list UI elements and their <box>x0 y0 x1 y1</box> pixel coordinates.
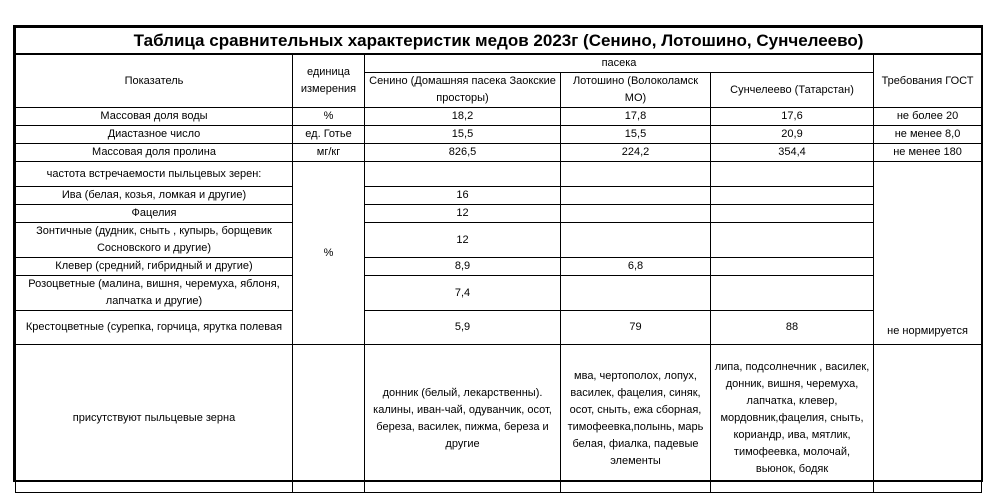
row-lotoshino: 15,5 <box>561 126 711 144</box>
row-senino: 826,5 <box>365 144 561 162</box>
row-unit: % <box>293 108 365 126</box>
pollen-name: Фацелия <box>16 205 293 223</box>
row-name: Массовая доля пролина <box>16 144 293 162</box>
present-suncheleevo: липа, подсолнечник , василек, донник, вишня, черемуха, лапчатка, клевер, мордовник,фацелия, сныть, кориандр, ива, мятлик, тимофеевка, молочай, вьюнок, бодяк <box>711 345 874 493</box>
pollen-suncheleevo <box>711 223 874 258</box>
pollen-suncheleevo <box>711 276 874 311</box>
pollen-suncheleevo <box>711 258 874 276</box>
table-title: Таблица сравнительных характеристик медов 2023г (Сенино, Лотошино, Сунчелеево) <box>16 28 982 55</box>
table-row <box>16 311 982 345</box>
table-row <box>16 276 982 311</box>
row-unit: ед. Готье <box>293 126 365 144</box>
empty-cell <box>711 162 874 187</box>
pollen-suncheleevo <box>711 187 874 205</box>
pollen-heading: частота встречаемости пыльцевых зерен: <box>16 162 293 187</box>
row-lotoshino: 224,2 <box>561 144 711 162</box>
pollen-lotoshino <box>561 223 711 258</box>
row-name: Диастазное число <box>16 126 293 144</box>
row-gost: не более 20 <box>874 108 982 126</box>
row-name: Массовая доля воды <box>16 108 293 126</box>
pollen-senino: 5,9 <box>365 311 561 345</box>
row-gost: не менее 180 <box>874 144 982 162</box>
pollen-name: Клевер (средний, гибридный и другие) <box>16 258 293 276</box>
pollen-suncheleevo <box>711 205 874 223</box>
row-senino: 18,2 <box>365 108 561 126</box>
pollen-name: Зонтичные (дудник, сныть , купырь, борщевик Сосновского и другие) <box>16 223 293 258</box>
pollen-lotoshino <box>561 187 711 205</box>
row-gost: не менее 8,0 <box>874 126 982 144</box>
pollen-lotoshino <box>561 276 711 311</box>
pollen-gost <box>874 162 982 345</box>
row-senino: 15,5 <box>365 126 561 144</box>
pollen-lotoshino: 6,8 <box>561 258 711 276</box>
header-lotoshino: Лотошино (Волоколамск МО) <box>561 73 711 108</box>
header-suncheleevo: Сунчелеево (Татарстан) <box>711 73 874 108</box>
header-unit: единица измерения <box>293 54 365 108</box>
row-suncheleevo: 20,9 <box>711 126 874 144</box>
table-row <box>16 162 982 187</box>
pollen-gost-text: не нормируется <box>887 324 968 337</box>
table-row <box>16 223 982 258</box>
header-gost: Требования ГОСТ <box>874 54 982 108</box>
table-row <box>16 205 982 223</box>
header-apiary: пасека <box>365 54 874 73</box>
row-suncheleevo: 354,4 <box>711 144 874 162</box>
pollen-name: Розоцветные (малина, вишня, черемуха, яблоня, лапчатка и другие) <box>16 276 293 311</box>
table-row <box>16 126 982 144</box>
empty-cell <box>365 162 561 187</box>
pollen-senino: 12 <box>365 223 561 258</box>
pollen-name: Ива (белая, козья, ломкая и другие) <box>16 187 293 205</box>
table-row <box>16 345 982 493</box>
empty-cell <box>561 162 711 187</box>
pollen-lotoshino <box>561 205 711 223</box>
pollen-senino: 16 <box>365 187 561 205</box>
header-senino: Сенино (Домашняя пасека Заокские просторы) <box>365 73 561 108</box>
empty-cell <box>293 345 365 493</box>
table-row <box>16 187 982 205</box>
pollen-senino: 8,9 <box>365 258 561 276</box>
pollen-suncheleevo: 88 <box>711 311 874 345</box>
present-name: присутствуют пыльцевые зерна <box>16 345 293 493</box>
header-indicator: Показатель <box>16 54 293 108</box>
comparison-table <box>15 27 982 493</box>
pollen-unit: % <box>293 162 365 345</box>
empty-cell <box>874 345 982 493</box>
pollen-senino: 12 <box>365 205 561 223</box>
row-lotoshino: 17,8 <box>561 108 711 126</box>
present-senino: донник (белый, лекарственны). калины, иван-чай, одуванчик, осот, береза, василек, пижма, береза и другие <box>365 345 561 493</box>
pollen-lotoshino: 79 <box>561 311 711 345</box>
pollen-name: Крестоцветные (сурепка, горчица, ярутка полевая <box>16 311 293 345</box>
row-suncheleevo: 17,6 <box>711 108 874 126</box>
table-row <box>16 144 982 162</box>
comparison-sheet <box>13 25 983 482</box>
table-row <box>16 258 982 276</box>
table-row <box>16 108 982 126</box>
row-unit: мг/кг <box>293 144 365 162</box>
pollen-senino: 7,4 <box>365 276 561 311</box>
present-lotoshino: мва, чертополох, лопух, василек, фацелия, синяк, осот, сныть, ежа сборная, тимофеевка,полынь, марь белая, фиалка, падевые элементы <box>561 345 711 493</box>
